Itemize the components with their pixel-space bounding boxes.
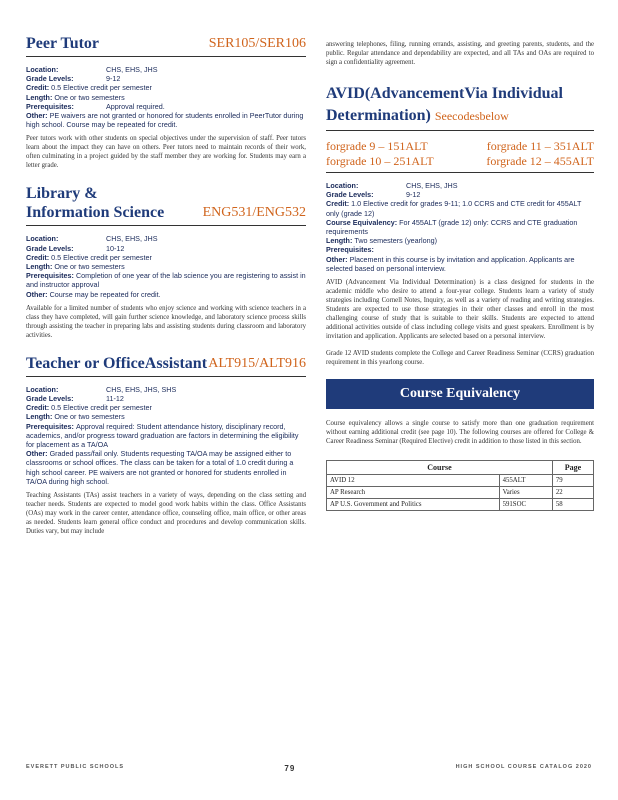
divider bbox=[326, 130, 594, 131]
course-title: Teacher or OfficeAssistant bbox=[26, 354, 208, 372]
grade-code: forgrade 10 – 251ALT bbox=[326, 154, 434, 168]
meta-value: CHS, EHS, JHS bbox=[106, 65, 158, 74]
meta-label: Other: bbox=[326, 254, 348, 264]
grade-code: forgrade 12 – 455ALT bbox=[486, 154, 594, 168]
meta-value: CHS, EHS, JHS bbox=[406, 181, 458, 190]
equivalency-description: Course equivalency allows a single course to satisfy more than one graduation requirement without earning additional credit (see page 10). The following courses are offered for College & Career Readiness Seminar (Required Elective) credit in addition to those listed in this section. bbox=[326, 420, 594, 446]
course-description: Teaching Assistants (TAs) assist teachers in a variety of ways, depending on the class setting and teacher needs. Students are expected to model good work habits within the class. Office Assistants (OAs) may work in the career center, attendance office, counseling office, main office, or other areas as needed. Students learn general office conduct and procedures and develop communication skills. Duties vary, but may include bbox=[26, 492, 306, 536]
course-equivalency-banner: Course Equivalency bbox=[326, 379, 594, 409]
meta-label: Grade Levels: bbox=[326, 190, 374, 200]
grade-codes-row bbox=[326, 154, 594, 169]
meta-label: Credit: bbox=[326, 199, 350, 209]
meta-label: Other: bbox=[26, 289, 48, 299]
meta-label: Other: bbox=[26, 111, 48, 121]
course-title: Library & Information Science bbox=[26, 185, 165, 222]
meta-label: Prerequisites: bbox=[26, 271, 74, 281]
avid-section bbox=[326, 83, 594, 367]
meta-label: Length: bbox=[26, 412, 53, 422]
divider bbox=[326, 172, 594, 173]
footer-right: HIGH SCHOOL COURSE CATALOG 2020 bbox=[455, 764, 592, 770]
course-code: ALT915/ALT916 bbox=[208, 355, 306, 371]
table-row bbox=[327, 487, 594, 499]
course-meta bbox=[26, 65, 306, 129]
grade-code: forgrade 9 – 151ALT bbox=[326, 139, 428, 153]
meta-value: Graded pass/fail only. Students requesting TA/OA may be assigned either to classrooms or school offices. The class can be taken for a total of 1.0 credit during a high school career. PE waivers are not granted or honored for students enrolled in TA/OA during high school. bbox=[26, 449, 294, 486]
table-row bbox=[327, 499, 594, 511]
meta-value: Approval required: Student attendance history, disciplinary record, academics, and/or progress toward graduation are factors in determining the eligibility for placement as a TA/OA bbox=[26, 421, 299, 450]
divider bbox=[26, 225, 306, 226]
meta-label: Prerequisites: bbox=[26, 101, 74, 111]
course-meta bbox=[26, 234, 306, 298]
meta-label: Course Equivalency: bbox=[326, 217, 398, 227]
divider bbox=[26, 56, 306, 57]
meta-value: 0.5 Elective credit per semester bbox=[51, 83, 152, 93]
page-footer bbox=[26, 764, 592, 773]
meta-value: Two semesters (yearlong) bbox=[354, 236, 438, 246]
table-row bbox=[327, 475, 594, 487]
meta-value: 0.5 Elective credit per semester bbox=[51, 252, 152, 262]
meta-value: 9-12 bbox=[106, 74, 121, 84]
course-code: SER105/SER106 bbox=[208, 36, 306, 51]
meta-label: Prerequisites: bbox=[26, 421, 74, 431]
column-header-page: Page bbox=[552, 461, 593, 475]
course-description: AVID (Advancement Via Individual Determination) is a class designed for students in the academic middle who desire to attend a four-year college. Students learn a variety of study strategies including Cornell Notes, Inquiry, as well as a variety of reading and writing strategies. Students are expected to use those strategies in their other classes and enroll in the most challenging course of study that is suitable to their skills. Students are expected to attend additional activities outside of class including college visits and guest speakers. Enrollment is by invitation and application. Applicants are selected based on a personal interview. bbox=[326, 279, 594, 341]
course-cell: AP Research bbox=[327, 487, 500, 499]
left-column bbox=[26, 34, 306, 546]
footer-left: EVERETT PUBLIC SCHOOLS bbox=[26, 764, 125, 770]
meta-value: Approval required. bbox=[106, 101, 165, 111]
course-description: Available for a limited number of students who enjoy science and working with science teachers in a class they have completed, will gain further science knowledge, and laboratory science process skills through assisting the teacher in preparing labs and assisting students during classroom and laboratory activities. bbox=[26, 304, 306, 339]
code-cell: Varies bbox=[499, 487, 552, 499]
meta-value: PE waivers are not granted or honored for students enrolled in PeerTutor during high school. Course may be repeated for credit. bbox=[26, 111, 304, 130]
course-code: ENG531/ENG532 bbox=[202, 205, 306, 221]
meta-value: 1.0 Elective credit for grades 9-11; 1.0 CCRS and CTE credit for 455ALT only (grade 12) bbox=[326, 199, 582, 218]
meta-value: One or two semesters bbox=[54, 262, 125, 272]
divider bbox=[26, 376, 306, 377]
course-cell: AP U.S. Government and Politics bbox=[327, 499, 500, 511]
meta-value: One or two semesters bbox=[54, 92, 125, 102]
meta-value: CHS, EHS, JHS, SHS bbox=[106, 384, 177, 394]
peer-tutor-section bbox=[26, 34, 306, 170]
meta-label: Location: bbox=[26, 65, 59, 74]
equivalency-table bbox=[326, 460, 594, 511]
meta-label: Location: bbox=[326, 181, 359, 190]
course-description: Peer tutors work with other students on special objectives under the supervision of staff. Peer tutors learn about the impact they can have on others. Peer tutors need to maintain records of their work, often culminating in a project guided by the staff member they are working for. Students may earn a letter grade. bbox=[26, 135, 306, 170]
meta-value: 10-12 bbox=[106, 243, 125, 253]
grade-code: forgrade 11 – 351ALT bbox=[486, 139, 594, 153]
meta-value: For 455ALT (grade 12) only: CCRS and CTE graduation requirements bbox=[326, 217, 578, 237]
meta-label: Location: bbox=[26, 234, 59, 244]
meta-label: Credit: bbox=[26, 252, 50, 262]
course-title: Peer Tutor bbox=[26, 35, 100, 52]
course-description-extra: Grade 12 AVID students complete the College and Career Readiness Seminar (CCRS) graduation requirement in this yearlong course. bbox=[326, 350, 594, 367]
course-meta bbox=[326, 181, 594, 273]
avid-title-text: AVID(AdvancementVia Individual Determination) bbox=[326, 85, 563, 124]
meta-label: Credit: bbox=[26, 403, 50, 413]
page-cell: 22 bbox=[552, 487, 593, 499]
teacher-assistant-section bbox=[26, 354, 306, 536]
page-cell: 58 bbox=[552, 499, 593, 511]
right-column bbox=[326, 40, 594, 511]
meta-value: 9-12 bbox=[406, 190, 421, 200]
course-cell: AVID 12 bbox=[327, 475, 500, 487]
meta-label: Grade Levels: bbox=[26, 243, 74, 253]
meta-label: Other: bbox=[26, 449, 48, 459]
meta-label: Length: bbox=[26, 262, 53, 272]
grade-codes-row bbox=[326, 139, 594, 154]
course-meta bbox=[26, 385, 306, 486]
meta-label: Grade Levels: bbox=[26, 74, 74, 84]
meta-value: CHS, EHS, JHS bbox=[106, 234, 158, 244]
code-cell: 591SOC bbox=[499, 499, 552, 511]
meta-label: Prerequisites: bbox=[326, 245, 374, 255]
code-cell: 455ALT bbox=[499, 475, 552, 487]
course-code: Seecodesbelow bbox=[434, 109, 509, 123]
meta-value: One or two semesters bbox=[54, 412, 125, 422]
meta-label: Credit: bbox=[26, 83, 50, 93]
page-cell: 79 bbox=[552, 475, 593, 487]
meta-label: Length: bbox=[326, 236, 353, 246]
meta-value: Course may be repeated for credit. bbox=[49, 289, 161, 299]
continued-text: answering telephones, filing, running errands, assisting, and greeting parents, students, and the public. Regular attendance and dependability are expected, and all TAs and OAs are required to sign a confidentiality agreement. bbox=[326, 41, 594, 66]
page-number: 79 bbox=[284, 764, 296, 773]
meta-value: Completion of one year of the lab science you are registering to assist in and instructor approval bbox=[26, 271, 306, 290]
meta-label: Length: bbox=[26, 92, 53, 102]
column-header-course: Course bbox=[327, 461, 553, 475]
meta-label: Grade Levels: bbox=[26, 394, 74, 404]
course-title bbox=[326, 83, 594, 127]
meta-value: 0.5 Elective credit per semester bbox=[51, 403, 152, 413]
library-section bbox=[26, 184, 306, 339]
meta-label: Location: bbox=[26, 384, 59, 394]
meta-value: Placement in this course is by invitation and application. Applicants are selected based on personal interview. bbox=[326, 254, 575, 273]
meta-value: 11-12 bbox=[106, 394, 124, 404]
